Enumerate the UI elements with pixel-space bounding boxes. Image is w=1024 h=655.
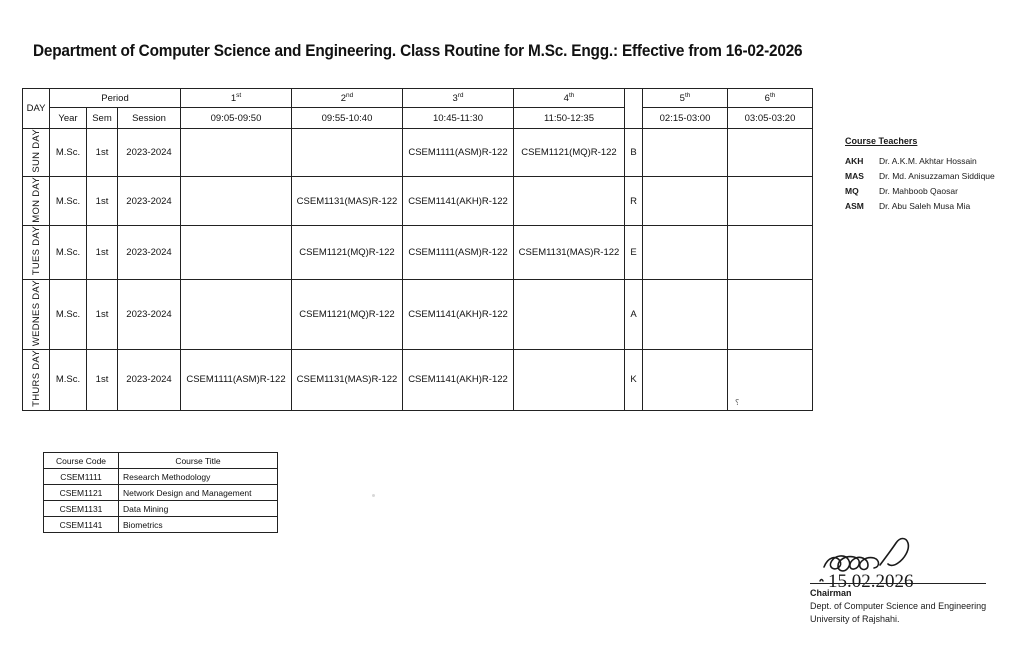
class-routine-table <box>22 88 813 411</box>
row-session: 2023-2024 <box>118 129 181 177</box>
table-row <box>23 226 813 279</box>
routine-table-head <box>23 89 813 129</box>
header-year: Year <box>50 108 87 129</box>
table-row <box>23 279 813 349</box>
teacher-code: ASM <box>845 200 864 211</box>
table-row <box>44 517 278 533</box>
row-period-6 <box>728 349 813 410</box>
page-title: Department of Computer Science and Engineering. Class Routine for M.Sc. Engg.: Effective from 16-02-2026 <box>33 42 803 60</box>
row-period-4 <box>514 349 625 410</box>
row-day-text: WEDNES DAY <box>30 279 42 346</box>
row-period-2: CSEM1131(MAS)R-122 <box>292 176 403 226</box>
row-period-1: CSEM1111(ASM)R-122 <box>181 349 292 410</box>
header-period-6-ordinal: 6 <box>764 93 770 105</box>
header-course-title: Course Title <box>119 453 278 469</box>
row-break-letter: K <box>625 349 643 410</box>
row-period-6 <box>728 279 813 349</box>
course-code: CSEM1111 <box>44 469 119 485</box>
row-period-5 <box>643 226 728 279</box>
row-break-letter: B <box>625 129 643 177</box>
header-time-5: 02:15-03:00 <box>643 108 728 129</box>
routine-table-body <box>23 129 813 411</box>
teacher-name: Dr. Abu Saleh Musa Mia <box>879 200 971 211</box>
course-teachers-table <box>845 153 995 213</box>
teacher-name: Dr. Mahboob Qaosar <box>879 185 958 196</box>
row-year: M.Sc. <box>50 226 87 279</box>
header-period-5 <box>643 89 728 108</box>
course-title: Network Design and Management <box>119 485 278 501</box>
row-period-2: CSEM1121(MQ)R-122 <box>292 279 403 349</box>
row-period-1 <box>181 279 292 349</box>
list-item <box>845 168 995 183</box>
header-period-2-ordinal: 2 <box>340 93 347 105</box>
row-session: 2023-2024 <box>118 279 181 349</box>
header-period-3-ordinal: 3 <box>452 93 458 105</box>
row-period-3: CSEM1141(AKH)R-122 <box>403 349 514 410</box>
row-sem: 1st <box>87 176 118 226</box>
row-period-5 <box>643 349 728 410</box>
header-period-4-ordinal: 4 <box>563 93 569 105</box>
row-year: M.Sc. <box>50 129 87 177</box>
header-course-code: Course Code <box>44 453 119 469</box>
row-period-2: CSEM1121(MQ)R-122 <box>292 226 403 279</box>
row-year: M.Sc. <box>50 349 87 410</box>
table-row <box>23 129 813 177</box>
row-day-label <box>23 129 50 177</box>
header-period-1 <box>181 89 292 108</box>
row-period-5 <box>643 129 728 177</box>
faint-scan-dot <box>372 494 375 497</box>
row-period-6 <box>728 176 813 226</box>
routine-header-row-1 <box>23 89 813 108</box>
signature-date: 15.02.2026 <box>828 571 914 590</box>
row-sem: 1st <box>87 279 118 349</box>
header-period-group: Period <box>50 89 181 108</box>
row-day-label <box>23 349 50 410</box>
stray-pen-mark: ⸮ <box>735 398 740 407</box>
header-session: Session <box>118 108 181 129</box>
row-break-letter: R <box>625 176 643 226</box>
row-period-3: CSEM1141(AKH)R-122 <box>403 279 514 349</box>
course-teachers-block <box>845 136 995 213</box>
signature-department: Dept. of Computer Science and Engineering <box>810 601 987 611</box>
row-period-5 <box>643 176 728 226</box>
table-row <box>44 469 278 485</box>
list-item <box>845 198 995 213</box>
header-day: DAY <box>23 89 50 129</box>
header-time-2: 09:55-10:40 <box>292 108 403 129</box>
course-list-table-container <box>43 452 278 533</box>
header-period-6-suffix: th <box>769 91 776 99</box>
row-day-label <box>23 176 50 226</box>
row-period-3: CSEM1141(AKH)R-122 <box>403 176 514 226</box>
handwritten-signature <box>816 535 991 590</box>
row-period-3: CSEM1111(ASM)R-122 <box>403 226 514 279</box>
row-break-letter: A <box>625 279 643 349</box>
header-period-1-ordinal: 1 <box>230 93 237 105</box>
signature-role: Chairman <box>810 588 852 598</box>
list-item <box>845 183 995 198</box>
row-period-1 <box>181 226 292 279</box>
row-session: 2023-2024 <box>118 176 181 226</box>
table-row <box>44 485 278 501</box>
row-sem: 1st <box>87 129 118 177</box>
course-code: CSEM1131 <box>44 501 119 517</box>
row-sem: 1st <box>87 349 118 410</box>
header-sem: Sem <box>87 108 118 129</box>
row-sem: 1st <box>87 226 118 279</box>
row-break-letter: E <box>625 226 643 279</box>
row-year: M.Sc. <box>50 176 87 226</box>
signature-rule <box>810 583 986 584</box>
teacher-name: Dr. Md. Anisuzzaman Siddique <box>879 170 995 181</box>
table-row <box>23 349 813 410</box>
row-period-4 <box>514 176 625 226</box>
row-period-6 <box>728 226 813 279</box>
header-period-5-ordinal: 5 <box>679 93 685 105</box>
header-period-5-suffix: th <box>684 91 691 99</box>
row-period-1 <box>181 176 292 226</box>
header-period-3 <box>403 89 514 108</box>
header-break-column <box>625 89 643 129</box>
row-period-4 <box>514 279 625 349</box>
course-list-table <box>43 452 278 533</box>
row-period-6 <box>728 129 813 177</box>
list-item <box>845 153 995 168</box>
header-time-4: 11:50-12:35 <box>514 108 625 129</box>
signature-university: University of Rajshahi. <box>810 614 900 624</box>
header-period-4 <box>514 89 625 108</box>
header-period-3-suffix: rd <box>457 91 464 99</box>
table-row <box>23 176 813 226</box>
course-title: Research Methodology <box>119 469 278 485</box>
header-time-6: 03:05-03:20 <box>728 108 813 129</box>
row-day-text: TUES DAY <box>30 226 42 276</box>
header-period-2 <box>292 89 403 108</box>
course-table-header-row <box>44 453 278 469</box>
row-session: 2023-2024 <box>118 226 181 279</box>
row-day-label <box>23 279 50 349</box>
class-routine-table-container <box>22 88 813 411</box>
row-period-2 <box>292 129 403 177</box>
row-period-2: CSEM1131(MAS)R-122 <box>292 349 403 410</box>
course-code: CSEM1121 <box>44 485 119 501</box>
teacher-code: MQ <box>845 185 859 196</box>
course-title: Biometrics <box>119 517 278 533</box>
row-day-text: SUN DAY <box>30 129 42 173</box>
row-year: M.Sc. <box>50 279 87 349</box>
teacher-name: Dr. A.K.M. Akhtar Hossain <box>879 155 977 166</box>
course-title: Data Mining <box>119 501 278 517</box>
teacher-code: AKH <box>845 155 864 166</box>
row-period-4: CSEM1121(MQ)R-122 <box>514 129 625 177</box>
row-period-4: CSEM1131(MAS)R-122 <box>514 226 625 279</box>
row-period-3: CSEM1111(ASM)R-122 <box>403 129 514 177</box>
course-code: CSEM1141 <box>44 517 119 533</box>
header-time-1: 09:05-09:50 <box>181 108 292 129</box>
course-teachers-title: Course Teachers <box>845 136 918 146</box>
table-row <box>44 501 278 517</box>
header-period-2-suffix: nd <box>346 91 354 99</box>
row-day-text: THURS DAY <box>30 349 42 407</box>
row-period-5 <box>643 279 728 349</box>
row-session: 2023-2024 <box>118 349 181 410</box>
row-period-1 <box>181 129 292 177</box>
header-period-6 <box>728 89 813 108</box>
header-period-4-suffix: th <box>568 91 575 99</box>
routine-header-row-2 <box>23 108 813 129</box>
teacher-code: MAS <box>845 170 864 181</box>
row-day-text: MON DAY <box>30 176 42 223</box>
header-time-3: 10:45-11:30 <box>403 108 514 129</box>
header-period-1-suffix: st <box>236 91 242 99</box>
row-day-label <box>23 226 50 279</box>
signature-caption <box>810 587 986 626</box>
